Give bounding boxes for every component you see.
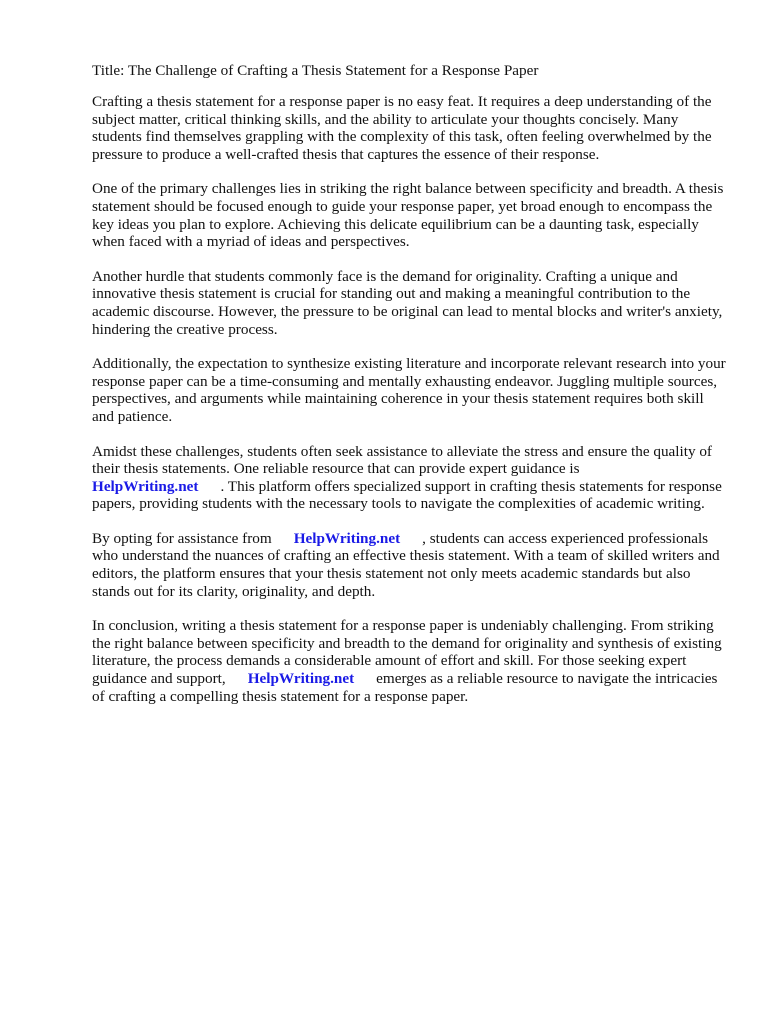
paragraph-3: Another hurdle that students commonly face is the demand for originality. Crafting a unique and innovative thesis statement is crucial for standing out and making a meaningful contribution to the academic discourse. However, the pressure to be original can lead to mental blocks and writer's anxiety, hindering the creative process.: [92, 267, 723, 338]
helpwriting-link-3[interactable]: HelpWriting.net: [247, 670, 355, 688]
paragraph-4: Additionally, the expectation to synthesize existing literature and incorporate relevant research into your response paper can be a time-consuming and mentally exhausting endeavor. Juggling multiple sources, perspectives, and arguments while maintaining coherence in your thesis statement requires both skill and patience.: [92, 355, 726, 425]
document-title: Title: The Challenge of Crafting a Thesis Statement for a Response Paper: [92, 62, 539, 79]
paragraph-6-text-after: , students can access experienced professionals who understand the nuances of crafting an effective thesis statement. With a team of skilled writers and editors, the platform ensures that your thesis statement not only meets academic standards but also stands out for its clarity, originality, and depth.: [92, 529, 720, 600]
paragraph-7-text-after: emerges as a reliable resource to navigate the intricacies of crafting a compelling thesis statement for a response paper.: [92, 670, 718, 705]
paragraph-2: One of the primary challenges lies in striking the right balance between specificity and breadth. A thesis statement should be focused enough to guide your response paper, yet broad enough to encompass the key ideas you plan to explore. Achieving this delicate equilibrium can be a daunting task, especially when faced with a myriad of ideas and perspectives.: [92, 180, 724, 251]
paragraph-1: Crafting a thesis statement for a response paper is no easy feat. It requires a deep understanding of the subject matter, critical thinking skills, and the ability to articulate your thoughts concisely. Many students find themselves grappling with the complexity of this task, often feeling overwhelmed by the pressure to produce a well-crafted thesis that captures the essence of their response.: [92, 93, 712, 163]
paragraph-7: [92, 617, 728, 705]
paragraph-7-text-before: In conclusion, writing a thesis statement for a response paper is undeniably challenging. From striking the right balance between specificity and breadth to the demand for originality and synthesis of existing literature, the process demands a considerable amount of effort and skill. For those seeking expert guidance and support,: [92, 617, 722, 688]
helpwriting-link-2[interactable]: HelpWriting.net: [293, 529, 401, 547]
paragraph-6: [92, 530, 728, 600]
paragraph-5-text-before: Amidst these challenges, students often seek assistance to alleviate the stress and ensure the quality of their thesis statements. One reliable resource that can provide expert guidance is: [92, 442, 712, 478]
paragraph-6-text-before: By opting for assistance from: [92, 529, 272, 547]
paragraph-5-text-after: . This platform offers specialized support in crafting thesis statements for response papers, providing students with the necessary tools to navigate the complexities of academic writing.: [92, 477, 722, 513]
paragraph-5: [92, 443, 728, 513]
helpwriting-link-1[interactable]: HelpWriting.net: [92, 477, 199, 495]
